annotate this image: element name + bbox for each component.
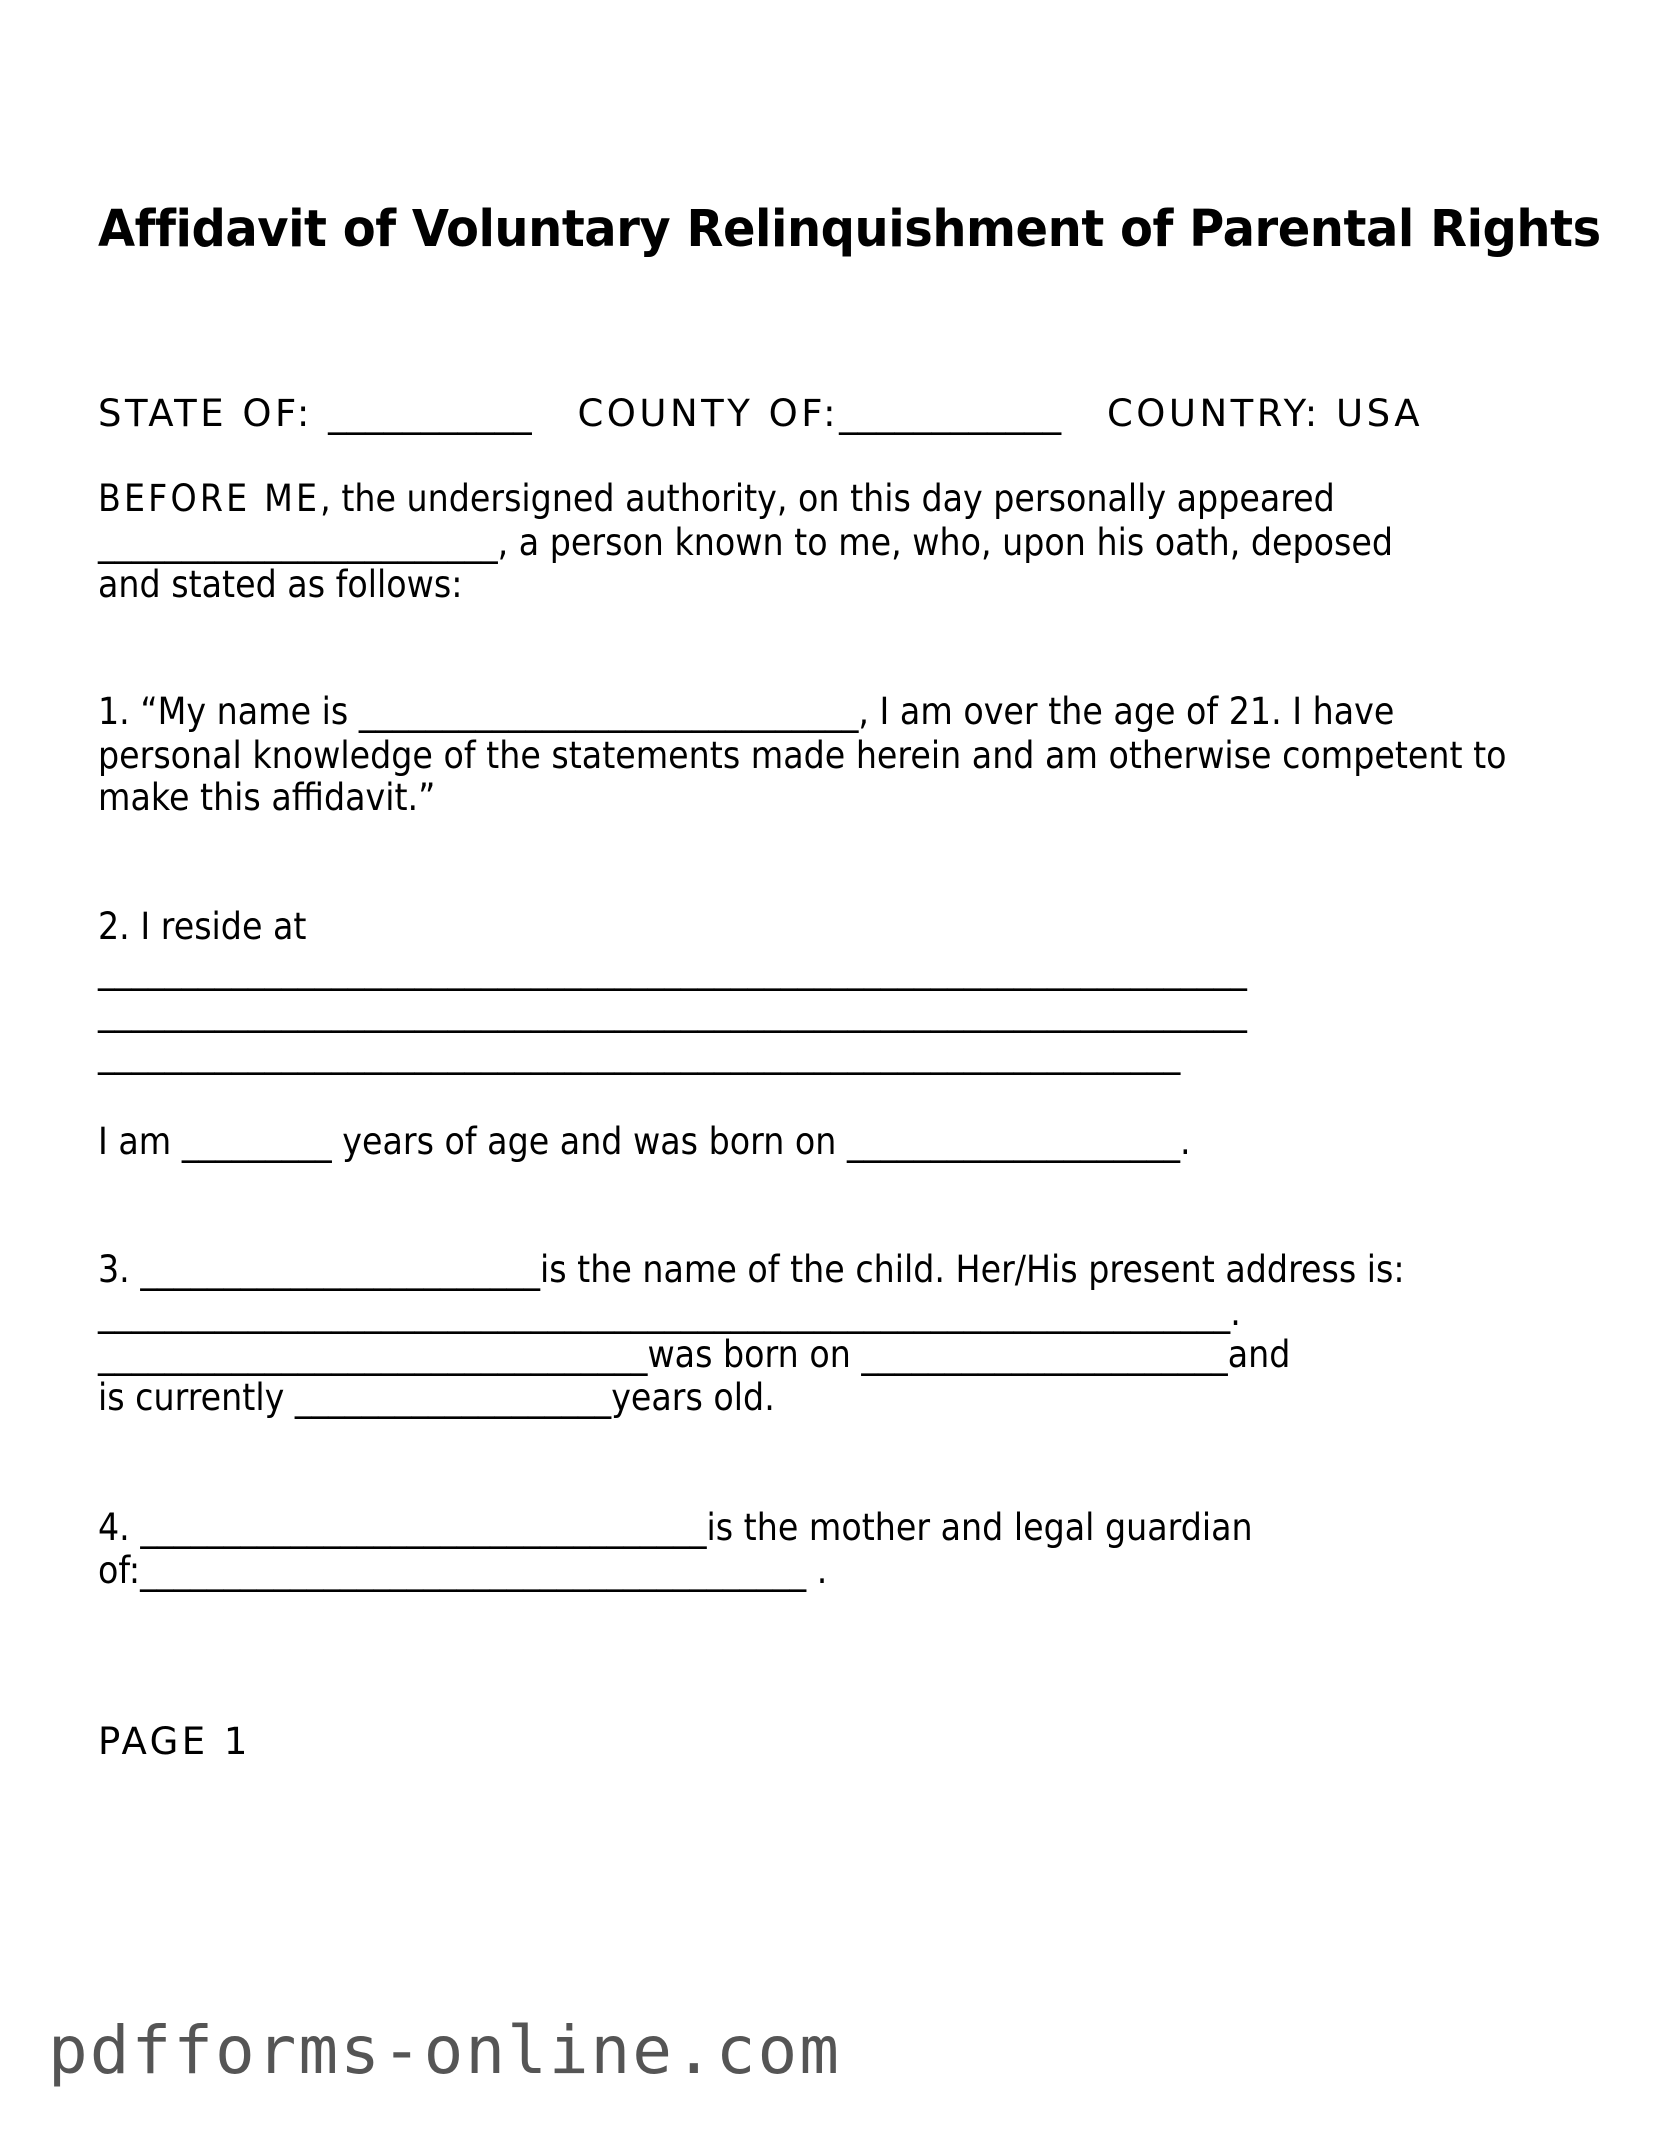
- child-address-field-2[interactable]: _________________________________: [98, 1333, 648, 1376]
- residence-address-field-3[interactable]: _________________________________________________________________: [98, 1032, 1181, 1075]
- age-line: [98, 1120, 1191, 1164]
- item-4-text: is the mother and legal guardian: [706, 1506, 1253, 1549]
- county-label: COUNTY OF:: [577, 392, 840, 435]
- item-3-line-2: [98, 1291, 1241, 1335]
- item-3-period: .: [1230, 1291, 1241, 1334]
- item-3-prefix: 3.: [98, 1248, 141, 1291]
- jurisdiction-line: [98, 392, 1423, 436]
- before-me-label: BEFORE ME: [98, 477, 321, 520]
- intro-text: , a person known to me, who, upon his oath, deposed: [497, 521, 1394, 564]
- item-2-label: 2. I reside at: [98, 905, 307, 948]
- state-field[interactable]: ___________: [328, 392, 532, 435]
- age-prefix: I am: [98, 1120, 182, 1163]
- birth-date-field[interactable]: ____________________: [846, 1120, 1180, 1163]
- document-title: Affidavit of Voluntary Relinquishment of Parental Rights: [98, 200, 1601, 259]
- item-3-line-3: [98, 1333, 1290, 1377]
- born-on-text: was born on: [647, 1333, 862, 1376]
- age-field[interactable]: _________: [181, 1120, 332, 1163]
- item-3-line-4: [98, 1376, 775, 1420]
- child-name-field[interactable]: ________________________: [140, 1248, 540, 1291]
- item-1-prefix: 1. “My name is: [98, 690, 359, 733]
- affiant-name-field[interactable]: ______________________________: [358, 690, 859, 733]
- intro-text: , the undersigned authority, on this day personally appeared: [320, 477, 1335, 520]
- age-end: .: [1179, 1120, 1191, 1163]
- age-text: years of age and was born on: [331, 1120, 847, 1163]
- child-age-field[interactable]: ___________________: [294, 1376, 612, 1419]
- item-4-period: .: [806, 1549, 828, 1592]
- residence-address-field-1[interactable]: _____________________________________________________________________: [98, 948, 1247, 991]
- item-4-line-2: [98, 1549, 827, 1593]
- intro-line-3: and stated as follows:: [98, 563, 463, 606]
- item-1-text: , I am over the age of 21. I have: [858, 690, 1395, 733]
- intro-line-1: [98, 477, 1335, 521]
- residence-address-field-2[interactable]: _____________________________________________________________________: [98, 990, 1247, 1033]
- guardian-of-field[interactable]: ________________________________________: [140, 1549, 807, 1592]
- item-3-line-1: [98, 1248, 1405, 1292]
- page-number: PAGE 1: [98, 1720, 251, 1763]
- county-field[interactable]: ____________: [839, 392, 1062, 435]
- child-address-field[interactable]: ____________________________________________________________________: [98, 1291, 1231, 1334]
- mother-name-field[interactable]: __________________________________: [140, 1506, 707, 1549]
- item-1-line-3: make this affidavit.”: [98, 776, 436, 819]
- site-watermark: pdfforms-online.com: [48, 2012, 841, 2089]
- item-4-prefix: 4.: [98, 1506, 141, 1549]
- country-label: COUNTRY: USA: [1106, 392, 1424, 435]
- item-1-line-1: [98, 690, 1394, 734]
- and-text: and: [1227, 1333, 1291, 1376]
- appearing-person-field[interactable]: ________________________: [98, 521, 498, 564]
- item-4-line-1: [98, 1506, 1253, 1550]
- child-birth-date-field[interactable]: ______________________: [861, 1333, 1228, 1376]
- years-old-text: years old.: [611, 1376, 775, 1419]
- item-3-text: is the name of the child. Her/His present address is:: [539, 1248, 1405, 1291]
- intro-line-2: [98, 521, 1393, 565]
- of-label: of:: [98, 1549, 141, 1592]
- state-label: STATE OF:: [98, 392, 329, 435]
- currently-text: is currently: [98, 1376, 295, 1419]
- item-1-line-2: personal knowledge of the statements made herein and am otherwise competent to: [98, 734, 1507, 777]
